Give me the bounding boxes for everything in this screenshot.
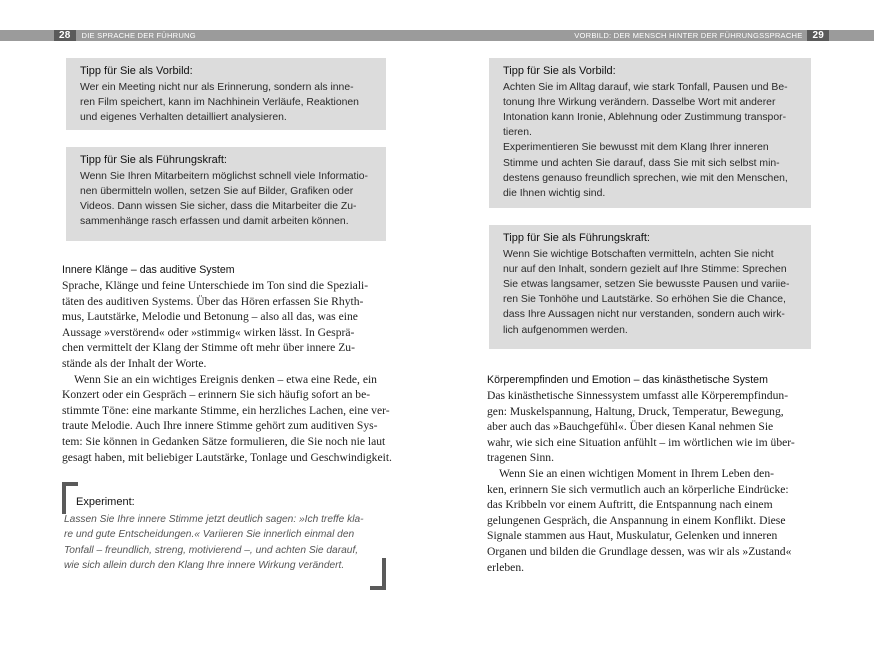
right-tip-vorbild-line: Experimentieren Sie bewusst mit dem Klang Ihrer inneren <box>503 142 769 154</box>
body-line: traute Melodie. Auch Ihre innere Stimme gehört zum auditiven Sys- <box>62 419 378 433</box>
body-line: gelungenen Gespräch, die Anspannung in einem Konflikt. Diese <box>487 513 786 527</box>
body-line: Das kinästhetische Sinnessystem umfasst alle Körperempfindun- <box>487 389 789 402</box>
right-tip-vorbild-line: Stimme und achten Sie darauf, dass Sie mit sich selbst min- <box>503 157 780 169</box>
left-tip-fuehrungskraft-title: Tipp für Sie als Führungskraft: <box>80 154 227 166</box>
body-line: stimmte Töne: eine markante Stimme, ein herzliches Lachen, eine ver- <box>62 403 390 417</box>
left-tip-vorbild-title: Tipp für Sie als Vorbild: <box>80 65 193 77</box>
left-tip-vorbild-line: Wer ein Meeting nicht nur als Erinnerung, sondern als inne- <box>80 82 354 94</box>
left-running-title: DIE SPRACHE DER FÜHRUNG <box>81 31 196 40</box>
body-line: Signale stammen aus Haut, Muskulatur, Gelenken und inneren <box>487 529 778 543</box>
left-tip-fuehrungskraft-box <box>66 147 386 241</box>
right-section-title: Körperempfinden und Emotion – das kinästhetische System <box>487 374 768 386</box>
right-page-number: 29 <box>807 30 829 41</box>
left-tip-fuehrungskraft-line: Wenn Sie Ihren Mitarbeitern möglichst schnell viele Informatio- <box>80 171 368 183</box>
body-line: wahr, wie sich eine Situation anfühlt – im wörtlichen wie im über- <box>487 435 795 449</box>
body-line: Konzert oder ein Gespräch – erinnern Sie sich häufig sofort an be- <box>62 388 371 402</box>
experiment-line: re und gute Entscheidungen.« Variieren Sie innerlich einmal den <box>64 529 355 541</box>
right-page-header <box>437 30 874 41</box>
experiment-line: Lassen Sie Ihre innere Stimme jetzt deutlich sagen: »Ich treffe kla- <box>64 514 364 525</box>
body-line: ken, erinnern Sie sich vermutlich auch an körperliche Eindrücke: <box>487 482 789 496</box>
body-line: stände als der Inhalt der Worte. <box>62 356 207 370</box>
left-section-title: Innere Klänge – das auditive System <box>62 264 235 276</box>
right-body-text <box>487 388 817 575</box>
experiment-line: Tonfall – freundlich, streng, motivierend –, und achten Sie darauf, <box>64 544 359 556</box>
body-line: erleben. <box>487 560 525 574</box>
right-tip-vorbild-line: Achten Sie im Alltag darauf, wie stark Tonfall, Pausen und Be- <box>503 82 788 94</box>
body-line: Wenn Sie an ein wichtiges Ereignis denken – etwa eine Rede, ein <box>74 372 377 386</box>
corner-bracket-bottom-right <box>370 558 386 590</box>
right-tip-fuehrungskraft-line: Sie etwas langsamer, setzen Sie bewusste Pausen und variie- <box>503 279 790 291</box>
body-line: Sprache, Klänge und feine Unterschiede im Ton sind die Speziali- <box>62 279 369 292</box>
experiment-line: wie sich allein durch den Klang Ihre innere Wirkung verändert. <box>64 559 345 571</box>
right-tip-fuehrungskraft-title: Tipp für Sie als Führungskraft: <box>503 232 650 244</box>
body-line: Organen und bilden die Grundlage dessen, was wir als »Zustand« <box>487 544 792 558</box>
right-tip-fuehrungskraft-line: Wenn Sie wichtige Botschaften vermitteln, achten Sie nicht <box>503 249 774 261</box>
body-line: mus, Lautstärke, Melodie und Betonung – also all das, was eine <box>62 310 358 324</box>
right-tip-vorbild-line: tieren. <box>503 127 532 139</box>
experiment-title: Experiment: <box>76 496 135 508</box>
right-tip-fuehrungskraft-box <box>489 225 811 349</box>
right-tip-vorbild-line: Intonation kann Ironie, Ablehnung oder Zustimmung transpor- <box>503 112 787 124</box>
left-tip-vorbild-line: und eigenes Verhalten detailliert analysieren. <box>80 112 287 124</box>
left-tip-fuehrungskraft-line: Videos. Dann wissen Sie sicher, dass die Mitarbeiter die Zu- <box>80 201 357 213</box>
right-tip-vorbild-line: die Ihnen wichtig sind. <box>503 187 606 199</box>
body-line: Wenn Sie an einen wichtigen Moment in Ihrem Leben den- <box>499 466 774 480</box>
left-body-text <box>62 278 392 465</box>
body-line: chen vermittelt der Klang der Stimme oft mehr über innere Zu- <box>62 341 355 355</box>
left-page-number: 28 <box>54 30 76 41</box>
right-tip-vorbild-box <box>489 58 811 208</box>
body-line: tem: Sie können in Gedanken Sätze formulieren, die Sie noch nie laut <box>62 434 386 448</box>
body-line: tragenen Sinn. <box>487 451 554 465</box>
left-tip-fuehrungskraft-line: sammenhänge rasch erfassen und damit arbeiten können. <box>80 216 349 228</box>
left-tip-fuehrungskraft-line: nen übermitteln wollen, setzen Sie auf Bilder, Grafiken oder <box>80 186 354 198</box>
left-page-header <box>0 30 437 41</box>
body-line: gesagt haben, mit beliebiger Lautstärke, Tonlage und Geschwindigkeit. <box>62 450 392 464</box>
right-tip-fuehrungskraft-line: nur auf den Inhalt, sondern gezielt auf Ihre Stimme: Sprechen <box>503 264 787 276</box>
right-tip-fuehrungskraft-line: lich aufgenommen werden. <box>503 324 628 336</box>
right-tip-vorbild-line: destens genauso freundlich sprechen, wie mit den Menschen, <box>503 172 788 184</box>
body-line: aber auch das »Bauchgefühl«. Über diesen Kanal nehmen Sie <box>487 420 774 434</box>
experiment-box <box>62 482 386 590</box>
body-line: täten des auditiven Systems. Über das Hören erfassen Sie Rhyth- <box>62 294 364 308</box>
left-tip-vorbild-line: ren Film speichert, kann im Nachhinein Verläufe, Reaktionen <box>80 97 359 109</box>
experiment-text <box>64 512 364 573</box>
right-tip-fuehrungskraft-line: ren Sie Tonhöhe und Lautstärke. So erhöhen Sie die Chance, <box>503 294 786 306</box>
right-running-title: VORBILD: DER MENSCH HINTER DER FÜHRUNGSSPRACHE <box>574 31 803 40</box>
right-tip-fuehrungskraft-line: dass Ihre Aussagen nicht nur verstanden, sondern auch wirk- <box>503 309 785 321</box>
right-tip-vorbild-title: Tipp für Sie als Vorbild: <box>503 65 616 77</box>
body-line: das Kribbeln vor einem Auftritt, die Entspannung nach einem <box>487 498 773 512</box>
body-line: gen: Muskelspannung, Haltung, Druck, Temperatur, Bewegung, <box>487 404 784 418</box>
right-tip-vorbild-line: tonung Ihre Wirkung verändern. Dasselbe Wort mit anderer <box>503 97 776 109</box>
left-tip-vorbild-box <box>66 58 386 130</box>
body-line: Aussage »verstörend« oder »stimmig« wirken lässt. In Gesprä- <box>62 325 355 339</box>
